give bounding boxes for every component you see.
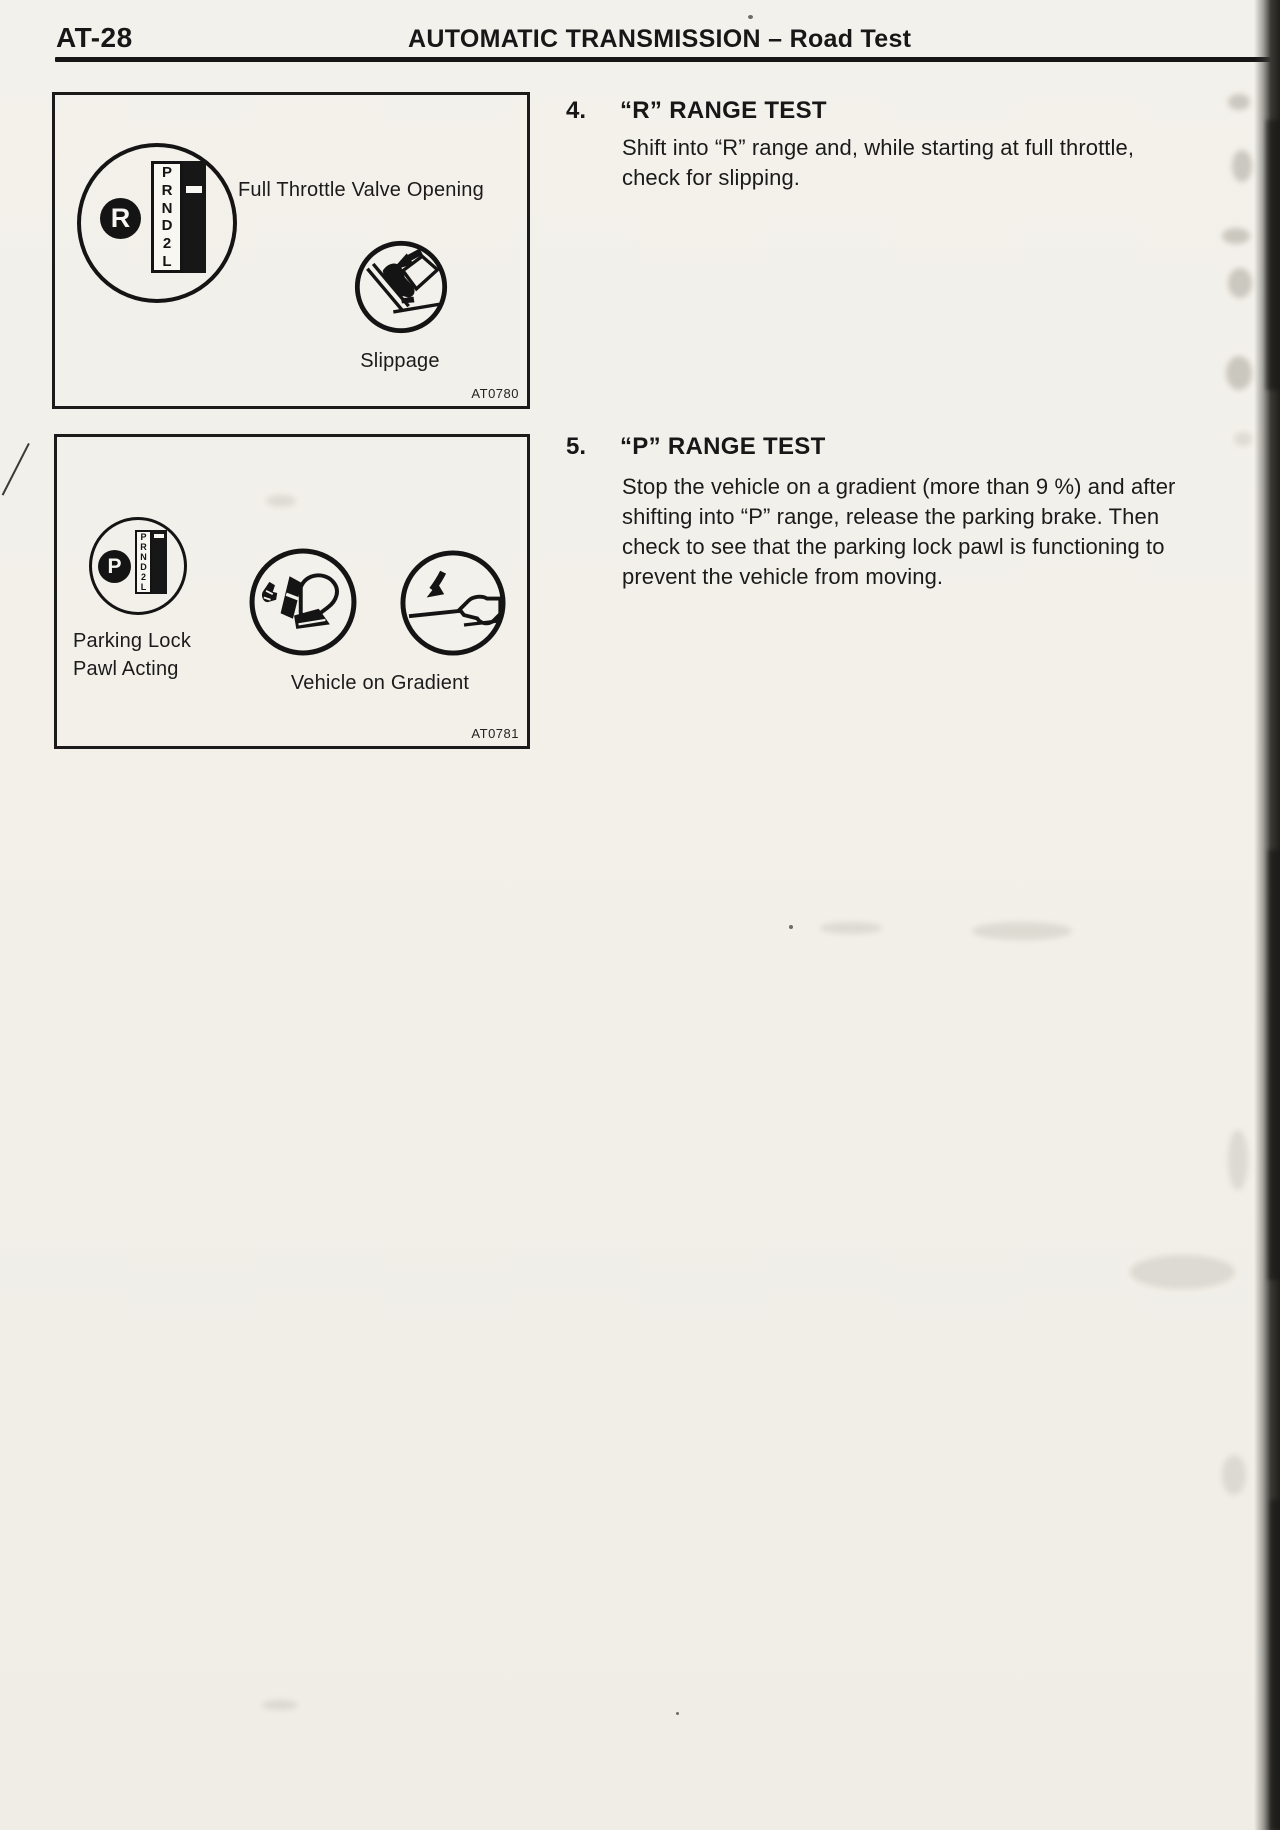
section-body: [622, 133, 1134, 193]
body-line: shifting into “P” range, release the parking brake. Then: [622, 504, 1160, 529]
scan-artifact: [266, 495, 296, 507]
scan-artifact: [1228, 1130, 1248, 1190]
gear-letter: N: [161, 199, 173, 217]
gear-letter: R: [140, 542, 147, 552]
slippage-label: Slippage: [360, 350, 440, 372]
scan-artifact: [262, 1700, 298, 1710]
scan-artifact: [676, 1712, 679, 1715]
section-heading: “P” RANGE TEST: [620, 433, 826, 460]
gear-position-marker: [154, 534, 164, 538]
gear-letter: P: [140, 532, 147, 542]
section-p-range-test: [566, 433, 1280, 589]
scan-artifact: [748, 15, 753, 19]
section-r-range-test: [566, 97, 1280, 190]
scan-artifact: [1234, 432, 1252, 446]
accelerator-pedal-icon: [353, 239, 449, 335]
section-body: [622, 472, 1175, 592]
scan-artifact: [1222, 1455, 1246, 1495]
scan-artifact: [1222, 228, 1250, 244]
gear-selector-bar: [183, 161, 206, 273]
scan-artifact: [820, 922, 882, 934]
gear-letter: D: [161, 217, 173, 235]
pawl-label: [73, 627, 191, 683]
gear-selector-column: [135, 530, 152, 594]
scan-artifact: [1270, 1500, 1280, 1830]
header-rule: [55, 57, 1280, 62]
body-line: prevent the vehicle from moving.: [622, 564, 944, 589]
range-badge-r: [100, 198, 141, 239]
gear-selector-column: [151, 161, 183, 273]
range-badge-p: [98, 550, 131, 583]
gradient-label: Vehicle on Gradient: [290, 672, 470, 694]
range-badge-letter: R: [110, 203, 131, 233]
scan-artifact: [1232, 150, 1252, 182]
throttle-label: Full Throttle Valve Opening: [238, 179, 484, 201]
scan-artifact: [1130, 1255, 1235, 1289]
section-number: 4.: [566, 97, 587, 124]
scan-artifact: [2, 443, 30, 496]
page-number: AT-28: [56, 22, 133, 53]
section-heading: “R” RANGE TEST: [620, 97, 827, 124]
parking-pawl-icon: [247, 546, 359, 658]
gear-selector-bar: [152, 530, 167, 594]
scan-artifact: [972, 922, 1072, 940]
body-line: check to see that the parking lock pawl is functioning to: [622, 534, 1165, 559]
scan-artifact: [1226, 356, 1252, 390]
figure-code: AT0780: [471, 386, 519, 401]
range-badge-letter: P: [107, 554, 122, 578]
scan-artifact: [1268, 850, 1280, 1280]
pawl-label-line1: Parking Lock: [73, 630, 192, 652]
gear-letter: 2: [162, 234, 172, 252]
body-line: check for slipping.: [622, 165, 800, 190]
gear-letter: L: [162, 252, 172, 270]
gear-letter: L: [140, 582, 147, 592]
body-line: Stop the vehicle on a gradient (more than 9 %) and after: [622, 474, 1176, 499]
section-number: 5.: [566, 433, 587, 460]
gear-letter: P: [161, 164, 172, 182]
pawl-label-line2: Pawl Acting: [73, 658, 179, 680]
figure-r-range-test: [52, 92, 530, 409]
vehicle-on-gradient-icon: [398, 548, 508, 658]
gear-letter: D: [140, 562, 147, 572]
gear-letter: N: [140, 552, 147, 562]
scan-artifact: [1228, 94, 1250, 110]
page-title: AUTOMATIC TRANSMISSION – Road Test: [408, 25, 912, 53]
gear-letter: R: [161, 181, 173, 199]
scan-artifact: [789, 925, 793, 929]
scan-artifact: [1228, 268, 1252, 298]
gear-letter: 2: [140, 572, 146, 582]
gear-position-marker: [186, 186, 202, 193]
figure-p-range-test: [54, 434, 530, 749]
figure-code: AT0781: [471, 726, 519, 741]
body-line: Shift into “R” range and, while starting at full throttle,: [622, 135, 1135, 160]
scan-artifact: [1266, 120, 1280, 390]
